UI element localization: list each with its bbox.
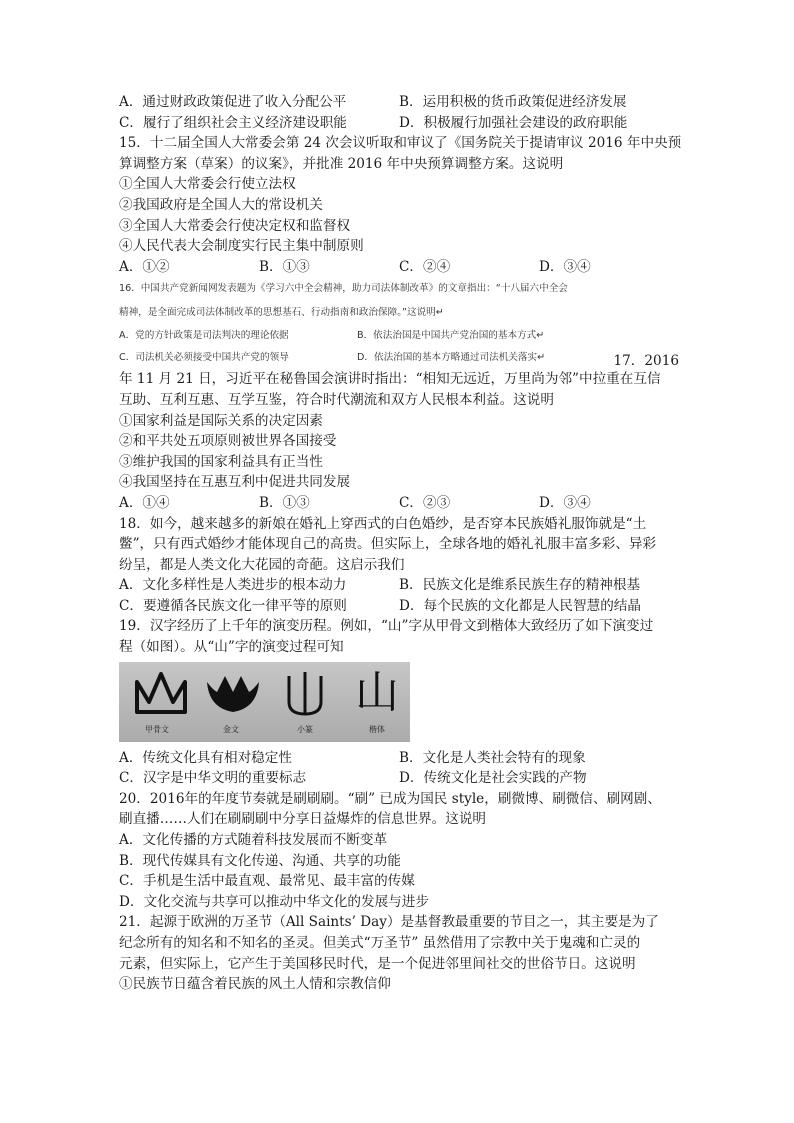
seal-script-shan-glyph [275, 668, 335, 718]
q17-statement-4: ④我国坚持在互惠互利中促进共同发展 [119, 474, 351, 491]
q20-stem-line-1: 20．2016年的年度节奏就是刷刷刷。“刷” 已成为国民 style，刷微博、刷微信、刷网剧、 [119, 790, 661, 807]
q16-option-d: D．依法治国的基本方略通过司法机关落实↵ [357, 352, 546, 364]
q19-options-row-1 [119, 748, 679, 769]
q19-options-row-2 [119, 768, 679, 789]
q16-option-b: B．依法治国是中国共产党治国的基本方式↵ [357, 330, 545, 342]
q14-options-row-1 [119, 92, 679, 113]
q16-stem-line-1: 16．中国共产党新闻网发表题为《学习六中全会精神，助力司法体制改革》的文章指出：“十八届六中全会 [119, 283, 568, 295]
q18-option-d: D．每个民族的文化都是人民智慧的结晶 [399, 597, 641, 614]
q18-stem-line-1: 18．如今，越来越多的新娘在婚礼上穿西式的白色婚纱，是否穿本民族婚礼服饰就是“土 [119, 515, 647, 532]
q15-options [119, 257, 679, 278]
q15-option-c: C．②④ [399, 258, 451, 275]
q21-statement-1: ①民族节日蕴含着民族的风土人情和宗教信仰 [119, 976, 391, 993]
q16-stem-line-2: 精神，是全面完成司法体制改革的思想基石、行动指南和政治保障。”这说明↵ [119, 307, 444, 319]
q15-statement-4: ④人民代表大会制度实行民主集中制原则 [119, 238, 364, 255]
q18-stem-line-3: 纷呈，都是人类文化大花园的奇葩。这启示我们 [119, 556, 405, 573]
regular-script-shan-glyph: 山 [355, 666, 399, 718]
q19-option-b: B．文化是人类社会特有的现象 [399, 749, 586, 766]
q14-option-b: B．运用积极的货币政策促进经济发展 [399, 94, 627, 110]
q15-stem-line-1: 15．十二届全国人大常委会第 24 次会议听取和审议了《国务院关于提请审议 2016 年中央预 [119, 135, 682, 152]
caption-oracle-bone: 甲骨文 [145, 724, 169, 734]
q17-statement-3: ③维护我国的国家利益具有正当性 [119, 453, 323, 470]
q19-option-a: A．传统文化具有相对稳定性 [119, 749, 292, 766]
q20-stem-line-2: 刷直播……人们在刷刷刷中分享日益爆炸的信息世界。这说明 [119, 811, 487, 828]
q15-statement-2: ②我国政府是全国人大的常设机关 [119, 196, 323, 213]
oracle-bone-shan-glyph [131, 668, 191, 718]
q15-option-d: D．③④ [539, 258, 591, 275]
caption-seal-script: 小篆 [297, 724, 313, 734]
q17-option-c: C．②③ [399, 494, 451, 511]
q17-stem-line-2: 互助、互利互惠、互学互鉴，符合时代潮流和双方人民根本利益。这说明 [119, 391, 554, 408]
shan-evolution-figure [119, 662, 410, 742]
q20-option-a: A．文化传播的方式随着科技发展而不断变革 [119, 832, 388, 849]
bronze-shan-glyph [203, 668, 263, 718]
q17-option-a: A．①④ [119, 494, 170, 511]
q15-statement-1: ①全国人大常委会行使立法权 [119, 176, 296, 193]
q18-options-row-2 [119, 596, 679, 617]
q16-option-a: A．党的方针政策是司法判决的理论依据 [119, 330, 289, 342]
q18-options-row-1 [119, 575, 679, 596]
q14-options-row-2 [119, 113, 679, 134]
q21-stem-line-2: 纪念所有的知名和不知名的圣灵。但美式“万圣节” 虽然借用了宗教中关于鬼魂和亡灵的 [119, 935, 641, 951]
caption-bronze: 金文 [223, 724, 239, 734]
q17-option-b: B．①③ [259, 494, 310, 511]
q20-option-d: D．文化交流与共享可以推动中华文化的发展与进步 [119, 893, 429, 910]
q18-option-a: A．文化多样性是人类进步的根本动力 [119, 577, 347, 594]
q14-option-a: A．通过财政政策促进了收入分配公平 [119, 94, 347, 110]
q19-stem-line-2: 程（如图）。从“山”字的演变过程可知 [119, 639, 344, 656]
q21-stem-line-1: 21．起源于欧洲的万圣节（All Saints’ Day）是基督教最重要的节目之一，其主要是为了 [119, 914, 659, 931]
q16-options-row-2 [119, 347, 679, 369]
q20-option-c: C．手机是生活中最直观、最常见、最丰富的传媒 [119, 873, 415, 890]
q18-option-b: B．民族文化是维系民族生存的精神根基 [399, 577, 641, 594]
q17-statement-2: ②和平共处五项原则被世界各国接受 [119, 433, 337, 450]
q17-options [119, 493, 679, 514]
q14-option-c: C．履行了组织社会主义经济建设职能 [119, 114, 347, 131]
q18-option-c: C．要遵循各民族文化一律平等的原则 [119, 597, 347, 614]
q15-stem-line-2: 算调整方案（草案）的议案》，并批准 2016 年中央预算调整方案。这说明 [119, 155, 564, 172]
q20-option-b: B．现代传媒具有文化传递、沟通、共享的功能 [119, 852, 401, 869]
q19-option-d: D．传统文化是社会实践的产物 [399, 770, 587, 787]
q17-statement-1: ①国家利益是国际关系的决定因素 [119, 412, 323, 429]
q15-statement-3: ③全国人大常委会行使决定权和监督权 [119, 217, 351, 234]
q15-option-b: B．①③ [259, 258, 310, 275]
q17-option-d: D．③④ [539, 494, 591, 511]
q21-stem-line-3: 元素，但实际上，它产生于美国移民时代，是一个促进邻里间社交的世俗节日。这说明 [119, 955, 636, 972]
caption-regular-script: 楷体 [369, 724, 385, 734]
q19-stem-line-1: 19．汉字经历了上千年的演变历程。例如，“山”字从甲骨文到楷体大致经历了如下演变过 [119, 618, 654, 635]
q17-stem-line-1: 年 11 月 21 日，习近平在秘鲁国会演讲时指出：“相知无远近，万里尚为邻”中拉重在互信 [119, 371, 661, 388]
q15-option-a: A．①② [119, 258, 170, 275]
q17-number-prefix: 17．2016 [613, 353, 679, 370]
exam-page [119, 92, 682, 995]
q14-option-d: D．积极履行加强社会建设的政府职能 [399, 114, 628, 131]
q19-option-c: C．汉字是中华文明的重要标志 [119, 770, 307, 787]
q16-options-row-1 [119, 325, 679, 347]
q16-option-c: C．司法机关必须接受中国共产党的领导 [119, 352, 289, 364]
q18-stem-line-2: 鳖”，只有西式婚纱才能体现自己的高贵。但实际上，全球各地的婚礼礼服丰富多彩、异彩 [119, 536, 657, 553]
